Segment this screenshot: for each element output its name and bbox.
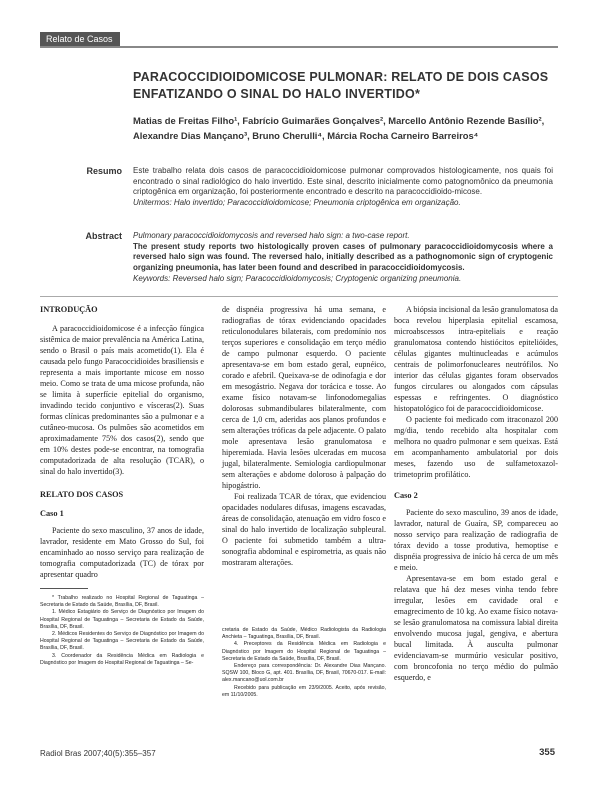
author-list: Matias de Freitas Filho¹, Fabrício Guimarães Gonçalves², Marcello Antônio Rezende Basílio², Alexandre Dias Mançano³, Bruno Cherulli⁴, Márcia Rocha Carneiro Barreiros⁴ [133,115,545,141]
case1-heading: Caso 1 [40,509,64,518]
page-number: 355 [539,747,555,758]
intro-heading: INTRODUÇÃO [40,305,98,314]
footnote: 4. Preceptores da Residência Médica em Radiologia e Diagnóstico por Imagem do Hospital Regional de Taguatinga – Secretaria de Estado da Saúde, Brasília, DF, Brasil. [222,641,386,662]
journal-citation: Radiol Bras 2007;40(5):355–357 [40,749,156,758]
abstract-title: Pulmonary paracoccidioidomycosis and reversed halo sign: a two-case report. [133,231,410,240]
abstract-text: The present study reports two histologically proven cases of pulmonary paracoccidioidomycosis where a reversed halo sign was found. The reversed halo, initially described as a pathognomonic sign of cryptogenic organizing pneumonia, has later been found and described in paracoccidioidomycosis. [133,241,553,273]
resumo-text: Este trabalho relata dois casos de paracoccidioidomicose pulmonar comprovados histologicamente, nos quais foi encontrado o sinal radiológico do halo invertido. Este sinal, descrito inicialmente como patognomônico da pneumonia criptogênica em organização, foi posteriormente encontrado e descrito na paracoccidioido-micose. [133,166,553,197]
column-1 [40,304,204,667]
column-2 [222,304,386,699]
case1-paragraph: Paciente do sexo masculino, 37 anos de idade, lavrador, residente em Mato Grosso do Sul, foi encaminhado ao nosso serviço para realização de tomografia computadorizada (TC) de tórax por apresentar quadro [40,526,204,579]
abstract-keywords: Keywords: Reversed halo sign; Paracoccidioidomycosis; Cryptogenic organizing pneumonia. [133,273,462,283]
intro-paragraph: A paracoccidioidomicose é a infecção fúngica sistêmica de maior prevalência na América Latina, sendo o Brasil o país mais acometido(1). Ela é causada pelo fungo Paracoccidioides brasiliensis e representa a mais importante micose em nosso meio. Como se trata de uma micose profunda, não se limita à superfície epitelial do organismo, invadindo tecido conjuntivo e vísceras(2). Suas formas clínicas predominantes são a pulmonar e a cutâneo-mucosa. Os pulmões são acometidos em aproximadamente 75% dos casos(2), sendo que em 10% destes pode-se encontrar, na tomografia computadorizada de alta resolução (TCAR), o sinal do halo invertido(3). [40,324,204,476]
resumo-keywords: Unitermos: Halo invertido; Paracoccidioidomicose; Pneumonia criptogênica em organização. [133,198,461,208]
abstract-label: Abstract [85,231,122,241]
footnote: * Trabalho realizado no Hospital Regional de Taguatinga – Secretaria de Estado da Saúde, Brasília, DF, Brasil. [40,595,204,609]
section-divider [40,296,558,297]
treatment-paragraph: O paciente foi medicado com itraconazol 200 mg/dia, tendo recebido alta hospitalar com melhora no quadro pulmonar e sem queixas. Está em acompanhamento ambulatorial por dois meses, fazendo uso de sulfametoxazol-trimetoprim profilático. [394,415,558,479]
footnote-received: Recebido para publicação em 23/9/2005. Aceito, após revisão, em 11/10/2005. [222,684,386,698]
case1-ct-paragraph: Foi realizada TCAR de tórax, que evidenciou opacidades nodulares difusas, imagens escavadas, áreas de consolidação, atenuação em vidro fosco e sinal do halo invertido de localização subpleural. O paciente foi submetido também a ultra-sonografia abdominal e espirometria, as quais não mostraram alterações. [222,492,386,567]
case1-paragraph-cont: de dispnéia progressiva há uma semana, e radiografias de tórax evidenciando opacidades reticulonodulares bilaterais, com predomínio nos terços superiores e consolidação em terço médio de campo pulmonar esquerdo. O paciente apresentava-se em bom estado geral, eupnéico, corado e afebril. Queixava-se de odinofagia e dor em mesogástrio. Negava dor torácica e tosse. Ao exame físico notavam-se linfonodomegalias dolorosas submandibulares bilateralmente, com cerca de 1,0 cm, aderidas aos planos profundos e sem alterações tróficas da pele adjacente. O palato mole apresentava lesão granulomatosa e hiperemiada. Havia lesões ulceradas em mucosa jugal, bilateralmente. Semiologia cardiopulmonar sem alterações e abdome doloroso à palpação do hipogástrio. [222,305,386,490]
cases-heading: RELATO DOS CASOS [40,490,124,499]
resumo-label: Resumo [86,166,122,176]
case2-heading: Caso 2 [394,491,418,500]
case2-paragraph: Paciente do sexo masculino, 39 anos de idade, lavrador, natural de Guaíra, SP, compareceu ao nosso serviço para realização de radiografia de tórax devido a tosse produtiva, hemoptise e dispnéia progressiva de início há cerca de um mês e meio. [394,508,558,572]
footnote: 2. Médicos Residentes do Serviço de Diagnóstico por Imagem do Hospital Regional de Taguatinga – Secretaria de Estado da Saúde, Brasília, DF, Brasil. [40,631,204,652]
footnote: cretaria de Estado da Saúde, Médico Radiologista da Radiologia Anchieta – Taguatinga, Brasília, DF, Brasil. [222,627,386,641]
footnote: 1. Médico Estagiário do Serviço de Diagnóstico por Imagem do Hospital Regional de Taguatinga – Secretaria de Estado da Saúde, Brasília, DF, Brasil. [40,609,204,630]
footnote-correspondence: Endereço para correspondência: Dr. Alexandre Dias Mançano. SQSW 100, Bloco G, apt. 401. Brasília, DF, Brasil, 70670-017. E-mail: alex.mancano@uol.com.br [222,663,386,684]
case2-exam-paragraph: Apresentava-se em bom estado geral e relatava que há dez meses vinha tendo febre irregular, lesões em cavidade oral e emagrecimento de 10 kg. Ao exame físico notava-se lesão granulomatosa na comissura labial direita envolvendo mucosa jugal, gengiva, e abertura bucal limitada. À ausculta pulmonar evidenciavam-se murmúrio vesicular positivo, com broncofonia no terço médio do pulmão esquerdo, e [394,574,558,682]
abstract-block [133,231,553,285]
section-tag: Relato de Casos [40,32,120,46]
biopsy-paragraph: A biópsia incisional da lesão granulomatosa da boca revelou hiperplasia epitelial escamosa, microabscessos intra-epiteliais e reação granulomatosa contendo histiócitos epitelióides, células gigantes multinucleadas e acúmulos centrais de polimorfonucleares neutrófilos. No interior das células gigantes foram observados fungos circulares ou alongados com cápsulas espessas e refringentes. O diagnóstico histopatológico foi de paracoccidioidomicose. [394,305,558,413]
resumo-block [133,166,553,209]
footnote: 3. Coordenador da Residência Médica em Radiologia e Diagnóstico por Imagem do Hospital Regional de Taguatinga – Se- [40,652,204,666]
footnote-rule [40,588,88,589]
article-title: PARACOCCIDIOIDOMICOSE PULMONAR: RELATO DE DOIS CASOS ENFATIZANDO O SINAL DO HALO INVERTIDO* [133,70,549,101]
header-rule [40,46,558,48]
column-3 [394,304,558,683]
